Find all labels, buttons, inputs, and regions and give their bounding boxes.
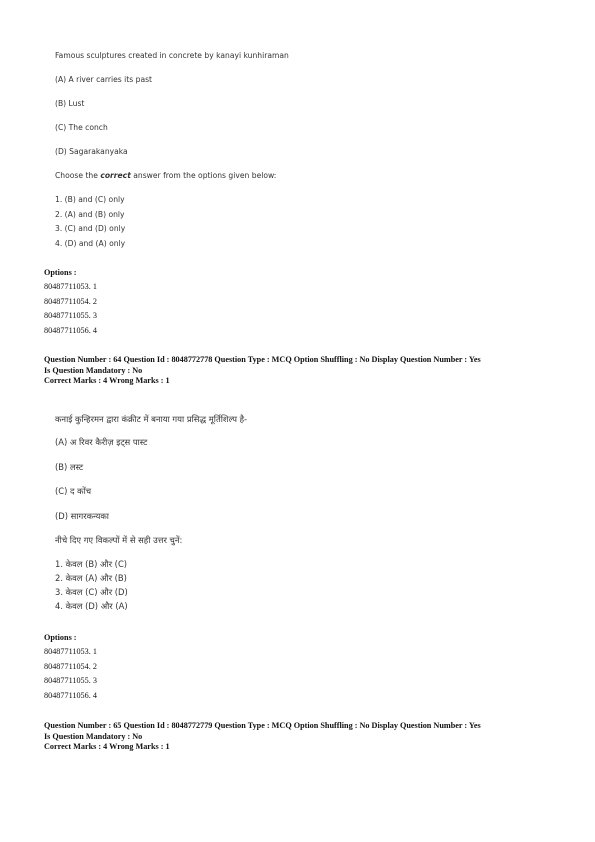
statement-a-hindi: (A) अ रिवर कैरीज़ इट्स पास्ट xyxy=(55,437,148,447)
instruction-prefix: Choose the xyxy=(55,171,101,180)
options-label: Options : xyxy=(44,268,77,277)
option-id: 80487711053. 1 xyxy=(44,282,97,291)
statement-c-hindi: (C) द कोंच xyxy=(55,486,92,496)
question-mandatory: Is Question Mandatory : No xyxy=(44,731,143,741)
answer-choice: 2. (A) and (B) only xyxy=(55,209,125,219)
statement-d: (D) Sagarakanyaka xyxy=(55,147,128,156)
instruction-emphasis: correct xyxy=(100,171,131,180)
option-id: 80487711054. 2 xyxy=(44,661,97,671)
answer-choice: 3. केवल (C) और (D) xyxy=(55,587,128,597)
question-meta-65 xyxy=(44,721,564,753)
question-stem: Famous sculptures created in concrete by kanayi kunhiraman xyxy=(55,51,289,60)
statement-b-hindi: (B) लस्ट xyxy=(55,462,84,472)
question-meta-line: Question Number : 64 Question Id : 8048772778 Question Type : MCQ Option Shuffling : No Display Question Number : Yes xyxy=(44,355,481,364)
answer-choice: 1. (B) and (C) only xyxy=(55,195,125,204)
options-label: Options : xyxy=(44,633,77,642)
option-id: 80487711054. 2 xyxy=(44,296,97,306)
answer-choices-hindi xyxy=(55,559,128,615)
question-mandatory: Is Question Mandatory : No xyxy=(44,365,143,375)
question-marks: Correct Marks : 4 Wrong Marks : 1 xyxy=(44,376,170,385)
answer-instruction-hindi: नीचे दिए गए विकल्पों में से सही उत्तर चुनें: xyxy=(55,535,183,545)
answer-choice: 2. केवल (A) और (B) xyxy=(55,573,127,583)
answer-choice: 4. (D) and (A) only xyxy=(55,238,126,248)
answer-choice: 1. केवल (B) और (C) xyxy=(55,559,128,569)
statement-b: (B) Lust xyxy=(55,99,85,108)
option-id: 80487711056. 4 xyxy=(44,325,97,335)
question-meta-line: Question Number : 65 Question Id : 8048772779 Question Type : MCQ Option Shuffling : No Display Question Number : Yes xyxy=(44,721,481,730)
option-id: 80487711055. 3 xyxy=(44,676,97,685)
instruction-suffix: answer from the options given below: xyxy=(130,171,277,180)
question-meta-64 xyxy=(44,355,564,387)
option-id: 80487711055. 3 xyxy=(44,311,97,320)
answer-instruction xyxy=(55,171,276,180)
statement-c: (C) The conch xyxy=(55,123,108,132)
option-id: 80487711056. 4 xyxy=(44,690,97,700)
option-ids xyxy=(44,282,97,340)
statement-a: (A) A river carries its past xyxy=(55,75,153,84)
option-ids xyxy=(44,647,97,705)
question-marks: Correct Marks : 4 Wrong Marks : 1 xyxy=(44,742,170,751)
answer-choice: 4. केवल (D) और (A) xyxy=(55,601,128,611)
option-id: 80487711053. 1 xyxy=(44,647,97,656)
question-stem-hindi: कनाई कुन्हिरमन द्वारा कंक्रीट में बनाया गया प्रसिद्ध मूर्तिशिल्प है- xyxy=(55,414,248,424)
statement-d-hindi: (D) सागरकन्यका xyxy=(55,511,109,521)
answer-choices xyxy=(55,195,125,253)
answer-choice: 3. (C) and (D) only xyxy=(55,224,126,233)
